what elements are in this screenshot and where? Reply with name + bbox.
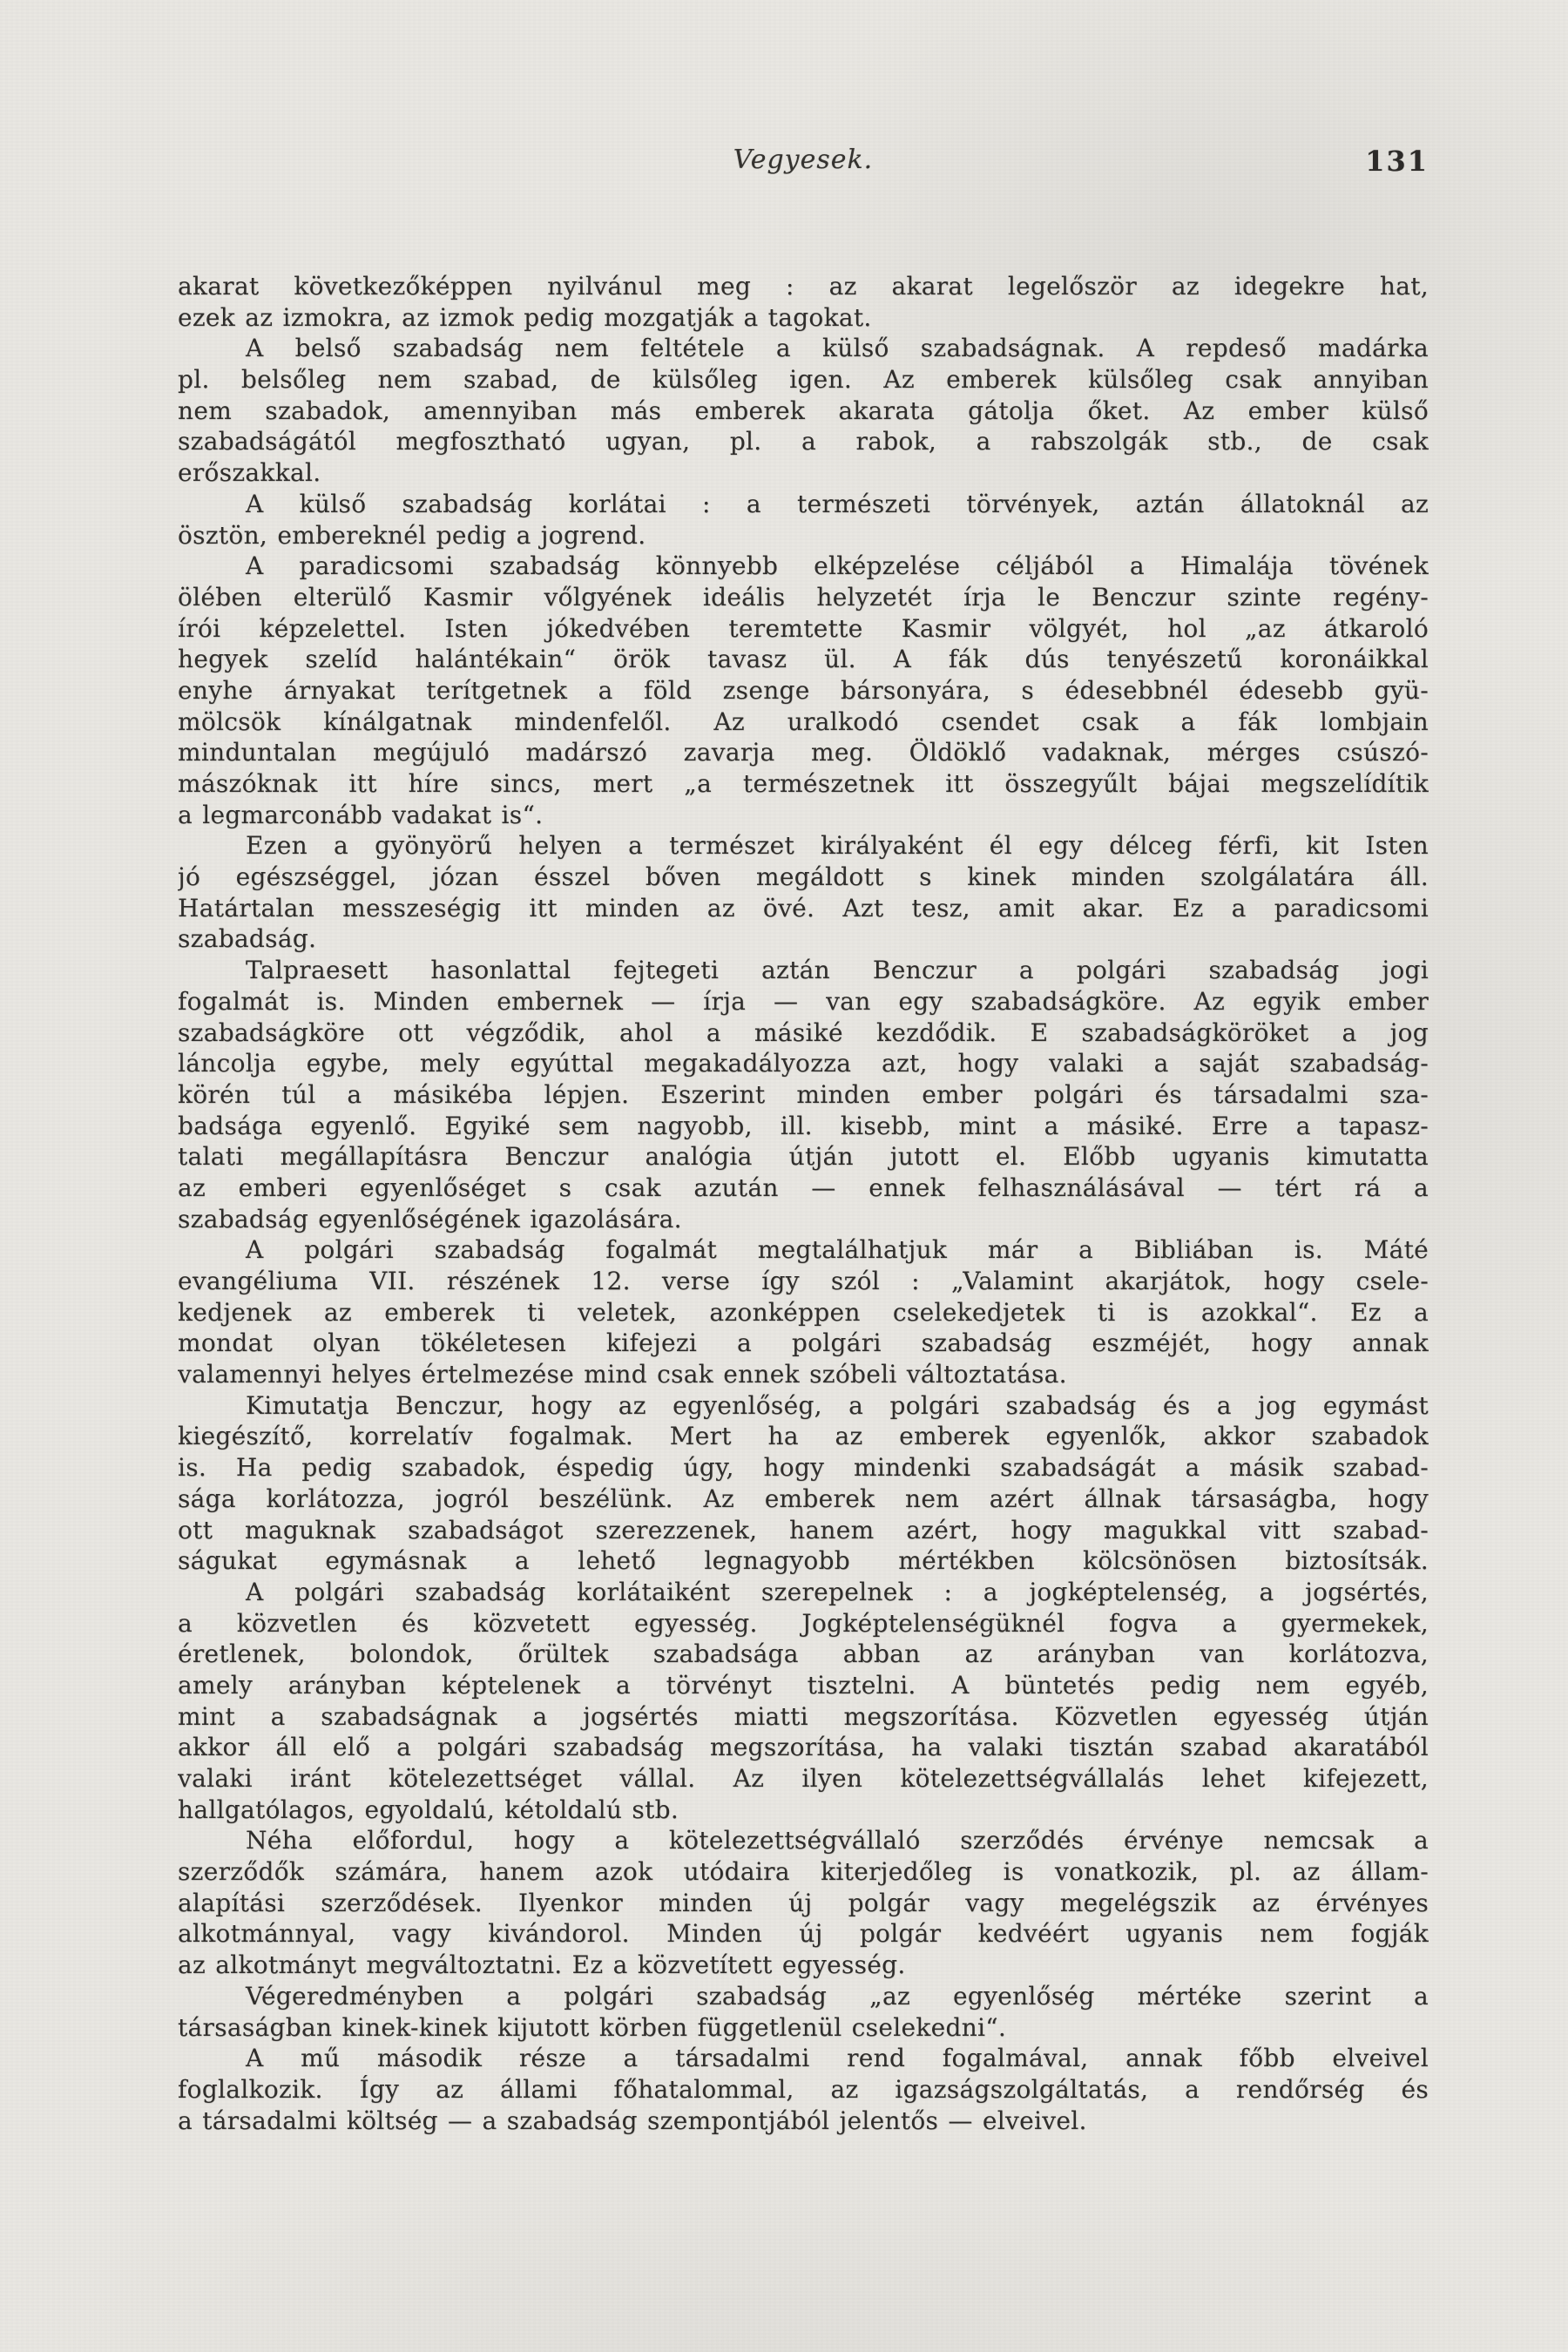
- page-header: [178, 145, 1429, 183]
- text-line: a közvetlen és közvetett egyesség. Jogképtelenségüknél fogva a gyermekek,: [178, 1608, 1429, 1638]
- running-title: Vegyesek.: [733, 145, 874, 175]
- text-line: talati megállapításra Benczur analógia útján jutott el. Előbb ugyanis kimutatta: [178, 1142, 1429, 1172]
- text-line: mint a szabadságnak a jogsértés miatti megszorítása. Közvetlen egyesség útján: [178, 1701, 1429, 1731]
- text-line: alkotmánnyal, vagy kivándorol. Minden új polgár kedvéért ugyanis nem fogják: [178, 1919, 1429, 1949]
- text-line: valamennyi helyes értelmezése mind csak ennek szóbeli változtatása.: [178, 1360, 1067, 1389]
- text-line: nem szabadok, amennyiban más emberek akarata gátolja őket. Az ember külső: [178, 395, 1429, 425]
- text-line: hallgatólagos, egyoldalú, kétoldalú stb.: [178, 1794, 679, 1824]
- text-line: akkor áll elő a polgári szabadság megszorítása, ha valaki tisztán szabad akaratából: [178, 1733, 1429, 1762]
- text-line: Végeredményben a polgári szabadság „az egyenlőség mértéke szerint a: [246, 1981, 1429, 2011]
- text-line: mölcsök kínálgatnak mindenfelől. Az uralkodó csendet csak a fák lombjain: [178, 706, 1429, 736]
- text-line: ölében elterülő Kasmir vőlgyének ideális helyzetét írja le Benczur szinte regény-: [178, 582, 1429, 612]
- text-line: pl. belsőleg nem szabad, de külsőleg igen. Az emberek külsőleg csak annyiban: [178, 365, 1429, 395]
- text-line: éretlenek, bolondok, őrültek szabadsága abban az arányban van korlátozva,: [178, 1639, 1429, 1669]
- text-line: szabadságköre ott végződik, ahol a másiké kezdődik. E szabadságköröket a jog: [178, 1017, 1429, 1047]
- text-line: A belső szabadság nem feltétele a külső szabadságnak. A repdeső madárka: [246, 334, 1429, 363]
- text-line: sága korlátozza, jogról beszélünk. Az emberek nem azért állnak társaságba, hogy: [178, 1484, 1429, 1513]
- text-line: kiegészítő, korrelatív fogalmak. Mert ha az emberek egyenlők, akkor szabadok: [178, 1422, 1429, 1451]
- text-line: akarat következőképpen nyilvánul meg : az akarat legelőször az idegekre hat,: [178, 272, 1429, 301]
- text-line: a legmarconább vadakat is“.: [178, 800, 544, 829]
- page-number: 131: [1365, 145, 1429, 178]
- text-line: Határtalan messzeségig itt minden az övé. Azt tesz, amit akar. Ez a paradicsomi: [178, 893, 1429, 923]
- text-body: [178, 271, 1429, 2136]
- text-line: ösztön, embereknél pedig a jogrend.: [178, 520, 646, 550]
- text-line: A külső szabadság korlátai : a természeti törvények, aztán állatoknál az: [246, 489, 1429, 518]
- text-line: minduntalan megújuló madárszó zavarja meg. Öldöklő vadaknak, mérges csúszó-: [178, 738, 1429, 767]
- text-line: szabadság.: [178, 924, 317, 954]
- text-line: badsága egyenlő. Egyiké sem nagyobb, ill. kisebb, mint a másiké. Erre a tapasz-: [178, 1111, 1429, 1140]
- text-line: alapítási szerződések. Ilyenkor minden új polgár vagy megelégszik az érvényes: [178, 1888, 1429, 1917]
- text-line: A polgári szabadság fogalmát megtalálhatjuk már a Bibliában is. Máté: [246, 1235, 1429, 1265]
- text-line: láncolja egybe, mely egyúttal megakadályozza azt, hogy valaki a saját szabadság-: [178, 1049, 1429, 1078]
- text-line: A mű második része a társadalmi rend fogalmával, annak főbb elveivel: [246, 2044, 1429, 2073]
- text-line: A polgári szabadság korlátaiként szerepelnek : a jogképtelenség, a jogsértés,: [246, 1577, 1429, 1606]
- text-line: erőszakkal.: [178, 458, 321, 488]
- text-line: amely arányban képtelenek a törvényt tisztelni. A büntetés pedig nem egyéb,: [178, 1670, 1429, 1700]
- text-line: Néha előfordul, hogy a kötelezettségvállaló szerződés érvénye nemcsak a: [246, 1826, 1429, 1855]
- text-line: szabadságától megfosztható ugyan, pl. a rabok, a rabszolgák stb., de csak: [178, 427, 1429, 456]
- text-line: Talpraesett hasonlattal fejtegeti aztán Benczur a polgári szabadság jogi: [246, 956, 1429, 985]
- text-line: hegyek szelíd halántékain“ örök tavasz ül. A fák dús tenyészetű koronáikkal: [178, 645, 1429, 674]
- text-line: szabadság egyenlőségének igazolására.: [178, 1204, 682, 1233]
- text-line: az emberi egyenlőséget s csak azután — ennek felhasználásával — tért rá a: [178, 1173, 1429, 1202]
- text-line: enyhe árnyakat terítgetnek a föld zsenge bársonyára, s édesebbnél édesebb gyü-: [178, 675, 1429, 705]
- text-line: társaságban kinek-kinek kijutott körben függetlenül cselekedni“.: [178, 2012, 1007, 2042]
- text-line: Kimutatja Benczur, hogy az egyenlőség, a polgári szabadság és a jog egymást: [246, 1390, 1429, 1420]
- text-line: valaki iránt kötelezettséget vállal. Az ilyen kötelezettségvállalás lehet kifejezett,: [178, 1764, 1429, 1793]
- text-line: evangéliuma VII. részének 12. verse így szól : „Valamint akarjátok, hogy csele-: [178, 1267, 1429, 1295]
- text-line: is. Ha pedig szabadok, éspedig úgy, hogy mindenki szabadságát a másik szabad-: [178, 1453, 1429, 1483]
- text-line: írói képzelettel. Isten jókedvében teremtette Kasmir völgyét, hol „az átkaroló: [178, 613, 1429, 643]
- text-line: ságukat egymásnak a lehető legnagyobb mértékben kölcsönösen biztosítsák.: [178, 1546, 1429, 1576]
- text-line: körén túl a másikéba lépjen. Eszerint minden ember polgári és társadalmi sza-: [178, 1079, 1429, 1109]
- text-line: ott maguknak szabadságot szerezzenek, hanem azért, hogy magukkal vitt szabad-: [178, 1515, 1429, 1544]
- text-line: ezek az izmokra, az izmok pedig mozgatják a tagokat.: [178, 302, 872, 332]
- text-line: mászóknak itt híre sincs, mert „a természetnek itt összegyűlt bájai megszelídítik: [178, 769, 1429, 798]
- text-line: foglalkozik. Így az állami főhatalommal, az igazságszolgáltatás, a rendőrség és: [178, 2074, 1429, 2104]
- text-line: szerződők számára, hanem azok utódaira kiterjedőleg is vonatkozik, pl. az állam-: [178, 1857, 1429, 1887]
- text-line: Ezen a gyönyörű helyen a természet királyaként él egy délceg férfi, kit Isten: [246, 831, 1429, 861]
- text-line: az alkotmányt megváltoztatni. Ez a közvetített egyesség.: [178, 1950, 906, 1980]
- text-line: fogalmát is. Minden embernek — írja — van egy szabadságköre. Az egyik ember: [178, 986, 1429, 1016]
- text-line: a társadalmi költség — a szabadság szempontjából jelentős — elveivel.: [178, 2105, 1087, 2135]
- text-line: jó egészséggel, józan ésszel bőven megáldott s kinek minden szolgálatára áll.: [178, 862, 1429, 892]
- text-line: kedjenek az emberek ti veletek, azonképpen cselekedjetek ti is azokkal“. Ez a: [178, 1297, 1429, 1327]
- text-line: A paradicsomi szabadság könnyebb elképzelése céljából a Himalája tövének: [246, 551, 1429, 581]
- text-line: mondat olyan tökéletesen kifejezi a polgári szabadság eszméjét, hogy annak: [178, 1328, 1429, 1358]
